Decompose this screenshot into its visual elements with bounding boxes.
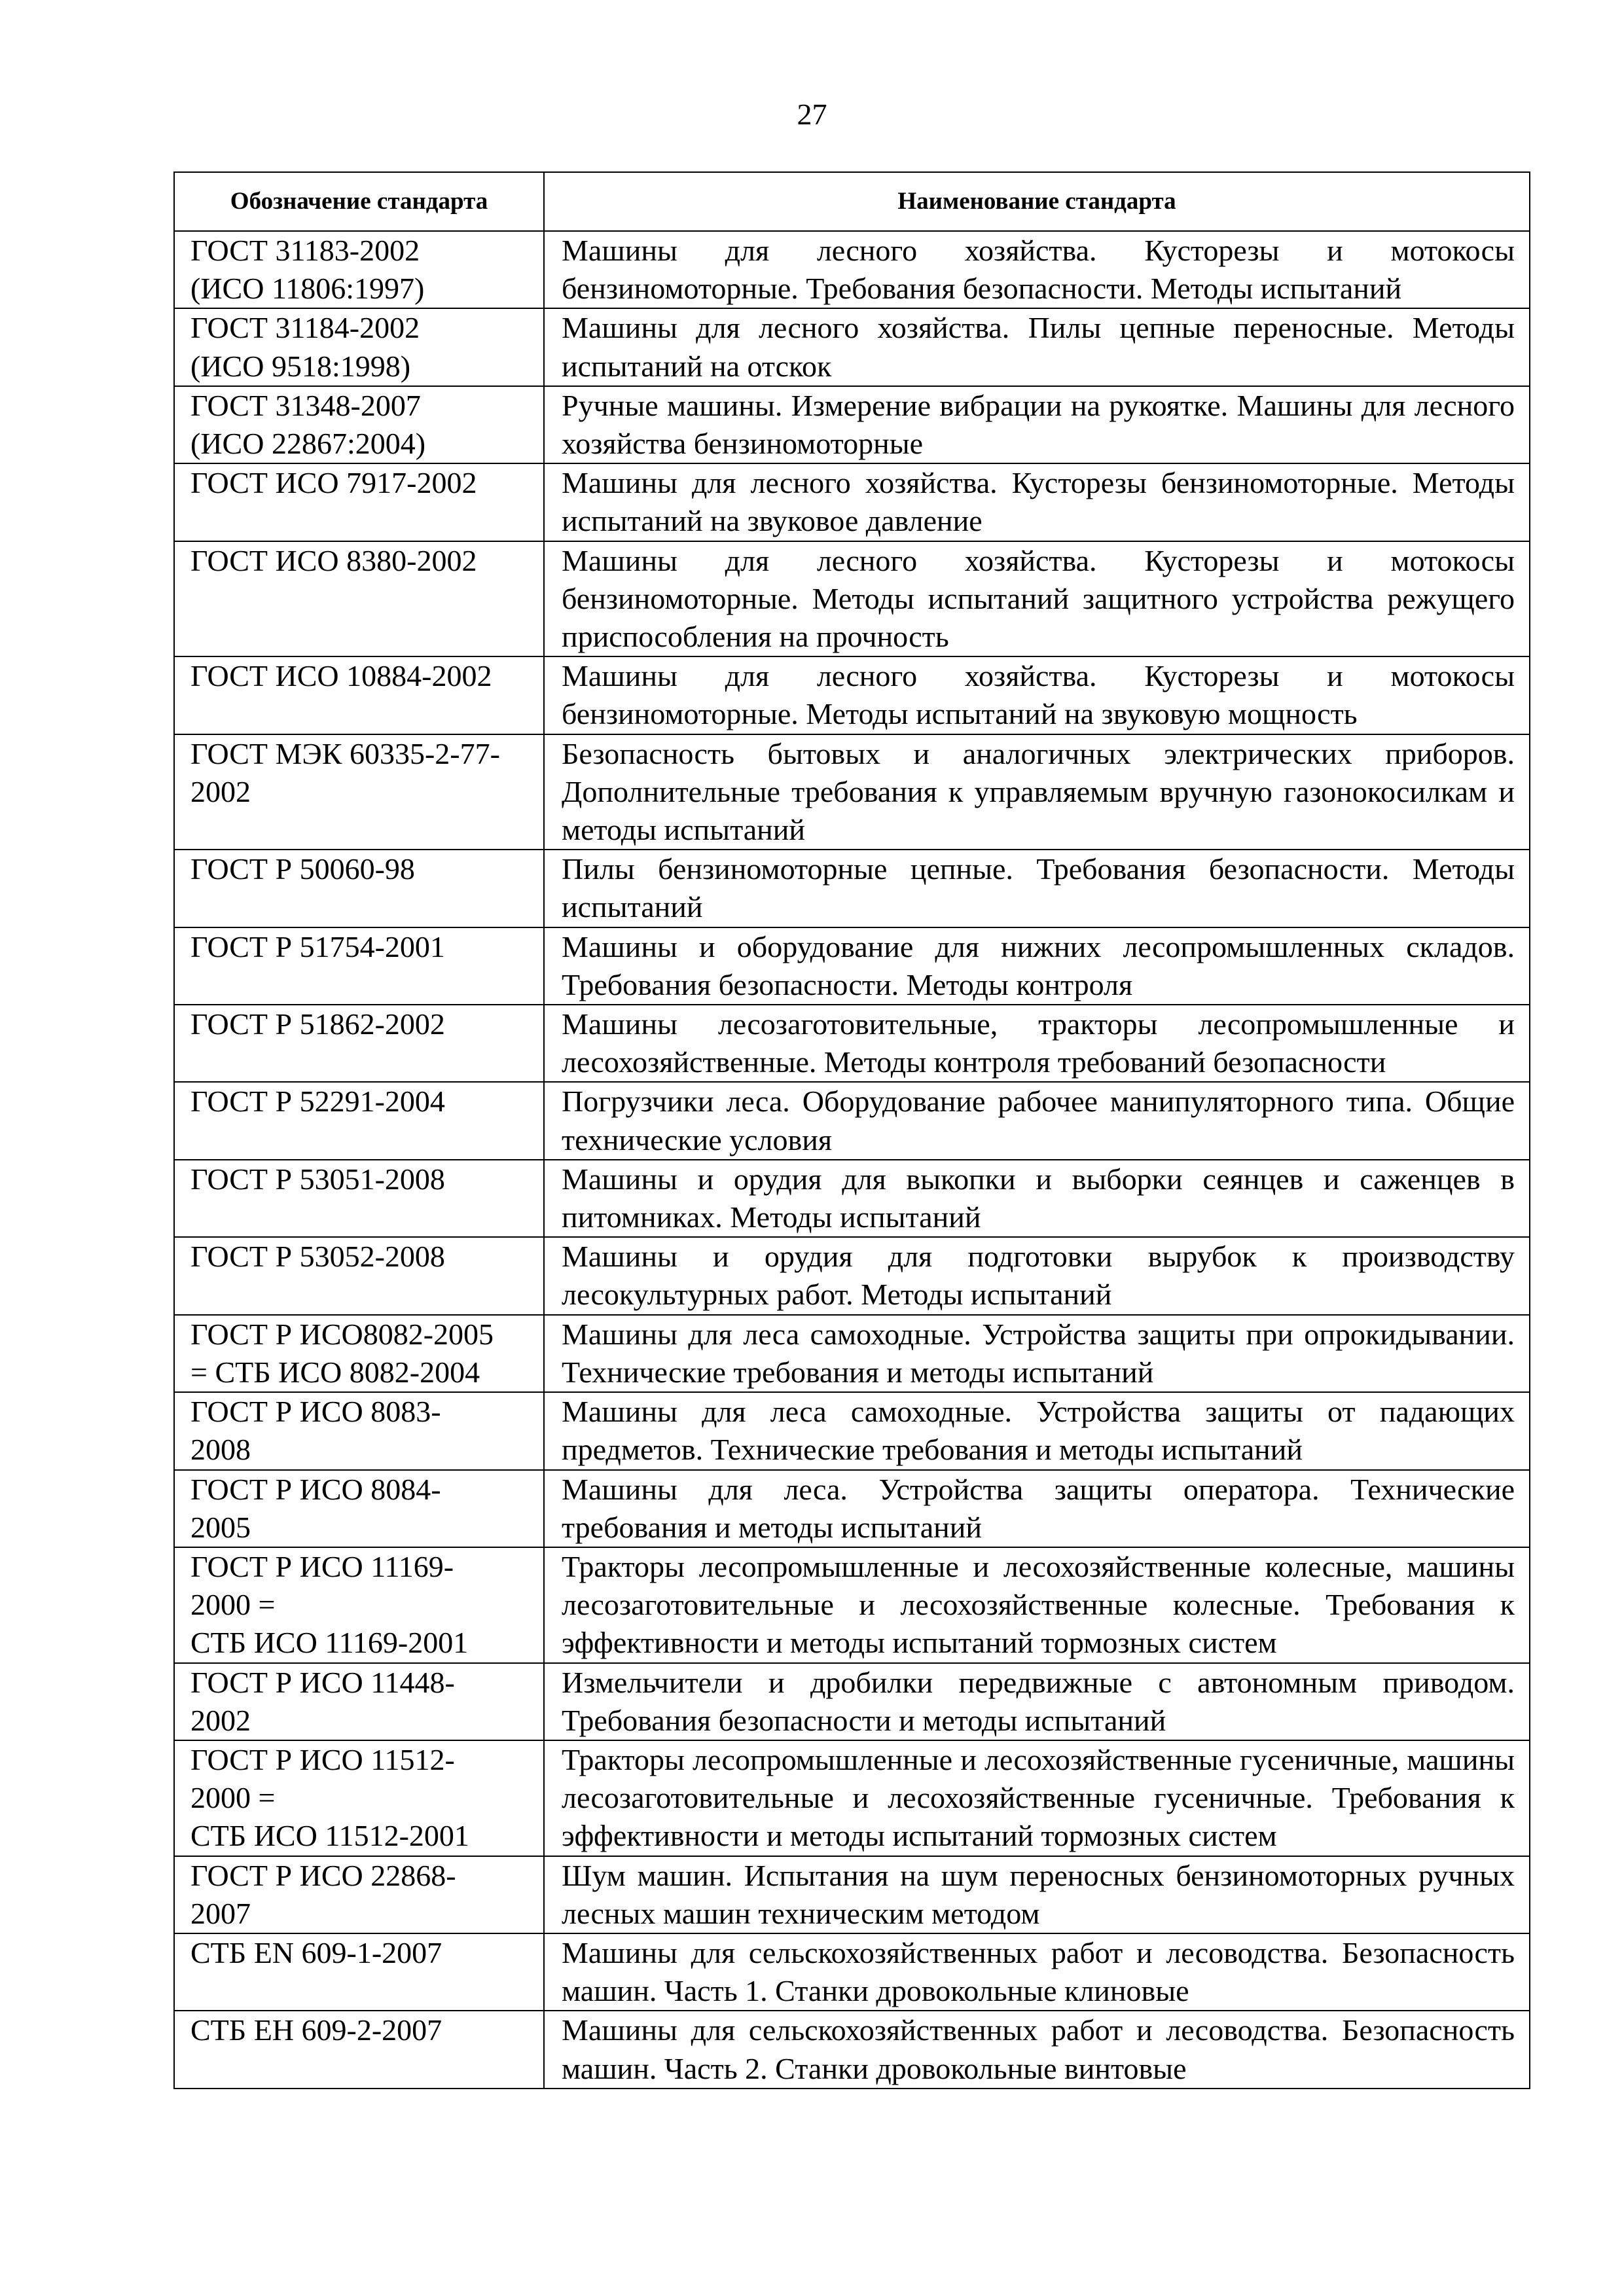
header-designation: Обозначение стандарта <box>174 172 544 231</box>
table-row <box>174 1392 1530 1469</box>
standard-title: Машины для леса самоходные. Устройства защиты при опрокидывании. Технические требования и методы испытаний <box>544 1315 1530 1392</box>
standard-designation <box>174 1547 544 1663</box>
table-row <box>174 656 1530 734</box>
standard-title: Машины лесозаготовительные, тракторы лесопромышленные и лесохозяйственные. Методы контроля требований безопасности <box>544 1005 1530 1082</box>
standard-title: Машины и оборудование для нижних лесопромышленных складов. Требования безопасности. Методы контроля <box>544 927 1530 1005</box>
standard-designation <box>174 1933 544 2011</box>
standard-designation <box>174 231 544 308</box>
standard-designation <box>174 1392 544 1469</box>
designation-line: СТБ EN 609-1-2007 <box>190 1935 442 1969</box>
designation-line: = СТБ ИСО 8082-2004 <box>190 1355 480 1389</box>
table-row <box>174 1663 1530 1740</box>
standard-title: Измельчители и дробилки передвижные с автономным приводом. Требования безопасности и методы испытаний <box>544 1663 1530 1740</box>
table-row <box>174 927 1530 1005</box>
designation-line: 2000 = <box>190 1781 276 1815</box>
standard-title: Машины для сельскохозяйственных работ и лесоводства. Безопасность машин. Часть 1. Станки дровокольные клиновые <box>544 1933 1530 2011</box>
table-row <box>174 734 1530 850</box>
standard-designation <box>174 1315 544 1392</box>
designation-line: ГОСТ ИСО 8380-2002 <box>190 543 477 577</box>
standard-designation <box>174 1005 544 1082</box>
standard-title: Машины для лесного хозяйства. Кусторезы и мотокосы бензиномоторные. Методы испытаний на звуковую мощность <box>544 656 1530 734</box>
table-row <box>174 1237 1530 1314</box>
table-row <box>174 463 1530 541</box>
designation-line: (ИСО 22867:2004) <box>190 427 426 461</box>
table-row <box>174 1470 1530 1547</box>
standard-designation <box>174 1740 544 1856</box>
designation-line: 2002 <box>190 774 251 808</box>
standard-title: Тракторы лесопромышленные и лесохозяйственные колесные, машины лесозаготовительные и лесохозяйственные колесные. Требования к эффективности и методы испытаний тормозных систем <box>544 1547 1530 1663</box>
standard-title: Машины для лесного хозяйства. Кусторезы и мотокосы бензиномоторные. Методы испытаний защитного устройства режущего приспособления на прочность <box>544 541 1530 657</box>
standard-designation <box>174 656 544 734</box>
designation-line: ГОСТ Р ИСО 11169- <box>190 1549 454 1583</box>
designation-line: ГОСТ Р 52291-2004 <box>190 1085 445 1119</box>
designation-line: ГОСТ Р 51754-2001 <box>190 929 445 963</box>
table-row <box>174 1005 1530 1082</box>
designation-line: (ИСО 11806:1997) <box>190 272 425 306</box>
standard-designation <box>174 1160 544 1237</box>
table-row <box>174 2011 1530 2088</box>
designation-line: ГОСТ Р ИСО8082-2005 <box>190 1317 494 1351</box>
standard-designation <box>174 1237 544 1314</box>
designation-line: ГОСТ Р 50060-98 <box>190 852 415 886</box>
table-row <box>174 1740 1530 1856</box>
table-row <box>174 850 1530 927</box>
designation-line: ГОСТ ИСО 7917-2002 <box>190 466 477 500</box>
standard-designation <box>174 850 544 927</box>
designation-line: СТБ ЕН 609-2-2007 <box>190 2013 442 2047</box>
designation-line: ГОСТ 31183-2002 <box>190 234 420 267</box>
designation-line: 2007 <box>190 1896 251 1930</box>
standard-title: Шум машин. Испытания на шум переносных бензиномоторных ручных лесных машин техническим методом <box>544 1856 1530 1933</box>
designation-line: 2002 <box>190 1703 251 1737</box>
standard-title: Машины для леса. Устройства защиты оператора. Технические требования и методы испытаний <box>544 1470 1530 1547</box>
standard-title: Пилы бензиномоторные цепные. Требования безопасности. Методы испытаний <box>544 850 1530 927</box>
table-row <box>174 308 1530 386</box>
table-row <box>174 1547 1530 1663</box>
table-row <box>174 1933 1530 2011</box>
standard-designation <box>174 927 544 1005</box>
designation-line: ГОСТ Р 53052-2008 <box>190 1240 445 1274</box>
table-body <box>174 231 1530 2089</box>
table-row <box>174 1315 1530 1392</box>
standard-title: Тракторы лесопромышленные и лесохозяйственные гусеничные, машины лесозаготовительные и лесохозяйственные гусеничные. Требования к эффективности и методы испытаний тормозных систем <box>544 1740 1530 1856</box>
table-row <box>174 231 1530 308</box>
header-title: Наименование стандарта <box>544 172 1530 231</box>
standard-title: Машины и орудия для выкопки и выборки сеянцев и саженцев в питомниках. Методы испытаний <box>544 1160 1530 1237</box>
standard-designation <box>174 386 544 463</box>
table-row <box>174 541 1530 657</box>
page-number: 27 <box>797 98 827 131</box>
standard-designation <box>174 463 544 541</box>
designation-line: ГОСТ Р ИСО 22868- <box>190 1858 456 1892</box>
standard-designation <box>174 541 544 657</box>
standard-designation <box>174 1470 544 1547</box>
table-header-row <box>174 172 1530 231</box>
designation-line: ГОСТ Р 51862-2002 <box>190 1007 445 1041</box>
standard-designation <box>174 734 544 850</box>
standard-title: Безопасность бытовых и аналогичных электрических приборов. Дополнительные требования к управляемым вручную газонокосилкам и методы испытаний <box>544 734 1530 850</box>
designation-line: ГОСТ Р 53051-2008 <box>190 1162 445 1196</box>
standard-designation <box>174 308 544 386</box>
standard-designation <box>174 1663 544 1740</box>
designation-line: 2008 <box>190 1433 251 1467</box>
designation-line: ГОСТ Р ИСО 11512- <box>190 1742 455 1776</box>
designation-line: ГОСТ 31348-2007 <box>190 388 421 422</box>
standard-title: Машины для сельскохозяйственных работ и лесоводства. Безопасность машин. Часть 2. Станки дровокольные винтовые <box>544 2011 1530 2088</box>
designation-line: ГОСТ МЭК 60335-2-77- <box>190 736 500 770</box>
designation-line: (ИСО 9518:1998) <box>190 349 411 383</box>
standard-title: Машины и орудия для подготовки вырубок к производству лесокультурных работ. Методы испытаний <box>544 1237 1530 1314</box>
designation-line: ГОСТ Р ИСО 8083- <box>190 1395 441 1429</box>
designation-line: ГОСТ Р ИСО 11448- <box>190 1665 455 1699</box>
designation-line: СТБ ИСО 11512-2001 <box>190 1819 469 1853</box>
designation-line: ГОСТ Р ИСО 8084- <box>190 1472 441 1506</box>
standard-title: Машины для лесного хозяйства. Кусторезы и мотокосы бензиномоторные. Требования безопасности. Методы испытаний <box>544 231 1530 308</box>
standard-designation <box>174 1856 544 1933</box>
table-row <box>174 1856 1530 1933</box>
table-row <box>174 386 1530 463</box>
standards-table <box>173 171 1530 2089</box>
standard-title: Ручные машины. Измерение вибрации на рукоятке. Машины для лесного хозяйства бензиномоторные <box>544 386 1530 463</box>
designation-line: СТБ ИСО 11169-2001 <box>190 1626 469 1660</box>
designation-line: 2000 = <box>190 1588 276 1622</box>
standard-title: Машины для лесного хозяйства. Пилы цепные переносные. Методы испытаний на отскок <box>544 308 1530 386</box>
standard-title: Машины для лесного хозяйства. Кусторезы бензиномоторные. Методы испытаний на звуковое давление <box>544 463 1530 541</box>
standard-title: Машины для леса самоходные. Устройства защиты от падающих предметов. Технические требования и методы испытаний <box>544 1392 1530 1469</box>
table-row <box>174 1082 1530 1159</box>
standard-title: Погрузчики леса. Оборудование рабочее манипуляторного типа. Общие технические условия <box>544 1082 1530 1159</box>
standard-designation <box>174 1082 544 1159</box>
table-row <box>174 1160 1530 1237</box>
designation-line: ГОСТ 31184-2002 <box>190 311 420 345</box>
standard-designation <box>174 2011 544 2088</box>
designation-line: 2005 <box>190 1510 251 1544</box>
designation-line: ГОСТ ИСО 10884-2002 <box>190 659 492 693</box>
